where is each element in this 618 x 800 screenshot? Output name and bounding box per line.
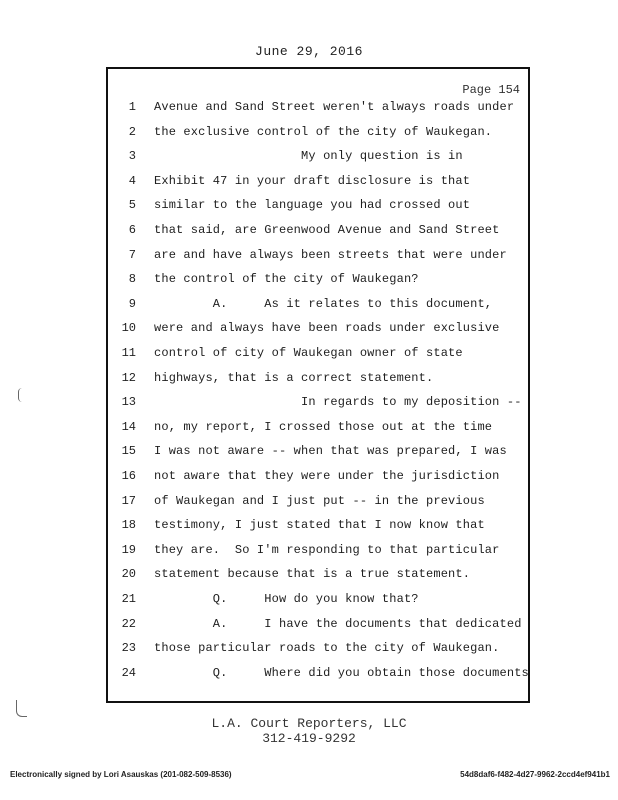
transcript-line: [112, 125, 552, 147]
line-text: the exclusive control of the city of Waukegan.: [154, 124, 493, 139]
line-number: 16: [121, 469, 136, 483]
line-number: 18: [121, 518, 136, 533]
transcript-line: [112, 198, 552, 220]
electronic-signature-note: Electronically signed by Lori Asauskas (201-082-509-8536): [10, 770, 232, 779]
court-reporter-phone: 312-419-9292: [262, 731, 356, 746]
line-number: 8: [128, 272, 136, 287]
line-text: testimony, I just stated that I now know that: [154, 518, 485, 533]
transcript-line: [112, 149, 552, 171]
transcript-line: [112, 321, 552, 343]
line-text: Q. Where did you obtain those documents: [154, 665, 529, 680]
transcript-line: [112, 272, 552, 294]
line-text: A. I have the documents that dedicated: [154, 616, 522, 631]
line-number: 7: [128, 247, 136, 262]
line-text: no, my report, I crossed those out at the time: [154, 419, 493, 434]
court-reporter-name: L.A. Court Reporters, LLC: [211, 716, 407, 731]
line-text: My only question is in: [154, 149, 463, 164]
line-text: that said, are Greenwood Avenue and Sand Street: [154, 223, 500, 237]
line-text: control of city of Waukegan owner of state: [154, 346, 463, 360]
line-number: 22: [121, 616, 136, 631]
transcript-line: [112, 494, 552, 516]
line-text: are and have always been streets that were under: [154, 247, 507, 262]
page-number: Page 154: [462, 83, 520, 97]
transcript-line: [112, 223, 552, 245]
transcript-line: [112, 469, 552, 491]
transcript-line: [112, 346, 552, 368]
line-number: 11: [121, 346, 136, 360]
line-text: statement because that is a true statement.: [154, 567, 471, 582]
line-number: 14: [121, 419, 136, 434]
line-number: 6: [128, 223, 136, 237]
transcript-line: [112, 395, 552, 417]
line-number: 4: [128, 173, 136, 188]
transcript-line: [112, 297, 552, 319]
line-number: 17: [121, 493, 136, 508]
transcript-line: [112, 543, 552, 565]
line-text: Exhibit 47 in your draft disclosure is that: [154, 173, 471, 188]
transcript-line: [112, 420, 552, 442]
line-number: 21: [121, 592, 136, 606]
line-text: the control of the city of Waukegan?: [154, 272, 419, 287]
line-text: not aware that they were under the jurisdiction: [154, 469, 500, 483]
line-text: Avenue and Sand Street weren't always roads under: [154, 100, 515, 114]
transcript-line: [112, 592, 552, 614]
transcript-line: [112, 100, 552, 122]
line-text: those particular roads to the city of Waukegan.: [154, 641, 500, 656]
line-number: 2: [128, 124, 136, 139]
line-text: were and always have been roads under exclusive: [154, 321, 500, 336]
line-text: I was not aware -- when that was prepared, I was: [154, 444, 507, 459]
line-number: 12: [121, 370, 136, 385]
line-number: 10: [121, 321, 136, 336]
line-text: Q. How do you know that?: [154, 592, 419, 606]
line-text: A. As it relates to this document,: [154, 296, 493, 311]
margin-mark: [18, 388, 25, 402]
transcript-line: [112, 617, 552, 639]
transcript-line: [112, 174, 552, 196]
line-number: 24: [121, 665, 136, 680]
line-number: 13: [121, 395, 136, 410]
line-number: 3: [128, 149, 136, 164]
transcript-line: [112, 248, 552, 270]
line-text: of Waukegan and I just put -- in the previous: [154, 493, 485, 508]
margin-mark: [16, 700, 27, 717]
transcript-line: [112, 641, 552, 663]
line-number: 9: [128, 296, 136, 311]
line-number: 23: [121, 641, 136, 656]
transcript-line: [112, 666, 552, 688]
transcript-line: [112, 518, 552, 540]
transcript-line: [112, 444, 552, 466]
line-text: they are. So I'm responding to that particular: [154, 542, 500, 557]
line-number: 5: [128, 198, 136, 213]
line-number: 1: [128, 100, 136, 114]
transcript-line: [112, 371, 552, 393]
line-number: 20: [121, 567, 136, 582]
transcript-line: [112, 567, 552, 589]
line-text: similar to the language you had crossed out: [154, 198, 471, 213]
deposition-date: June 29, 2016: [255, 44, 363, 59]
line-text: In regards to my deposition --: [154, 395, 522, 410]
line-number: 15: [121, 444, 136, 459]
document-id: 54d8daf6-f482-4d27-9962-2ccd4ef941b1: [460, 770, 610, 779]
line-text: highways, that is a correct statement.: [154, 370, 434, 385]
line-number: 19: [121, 542, 136, 557]
